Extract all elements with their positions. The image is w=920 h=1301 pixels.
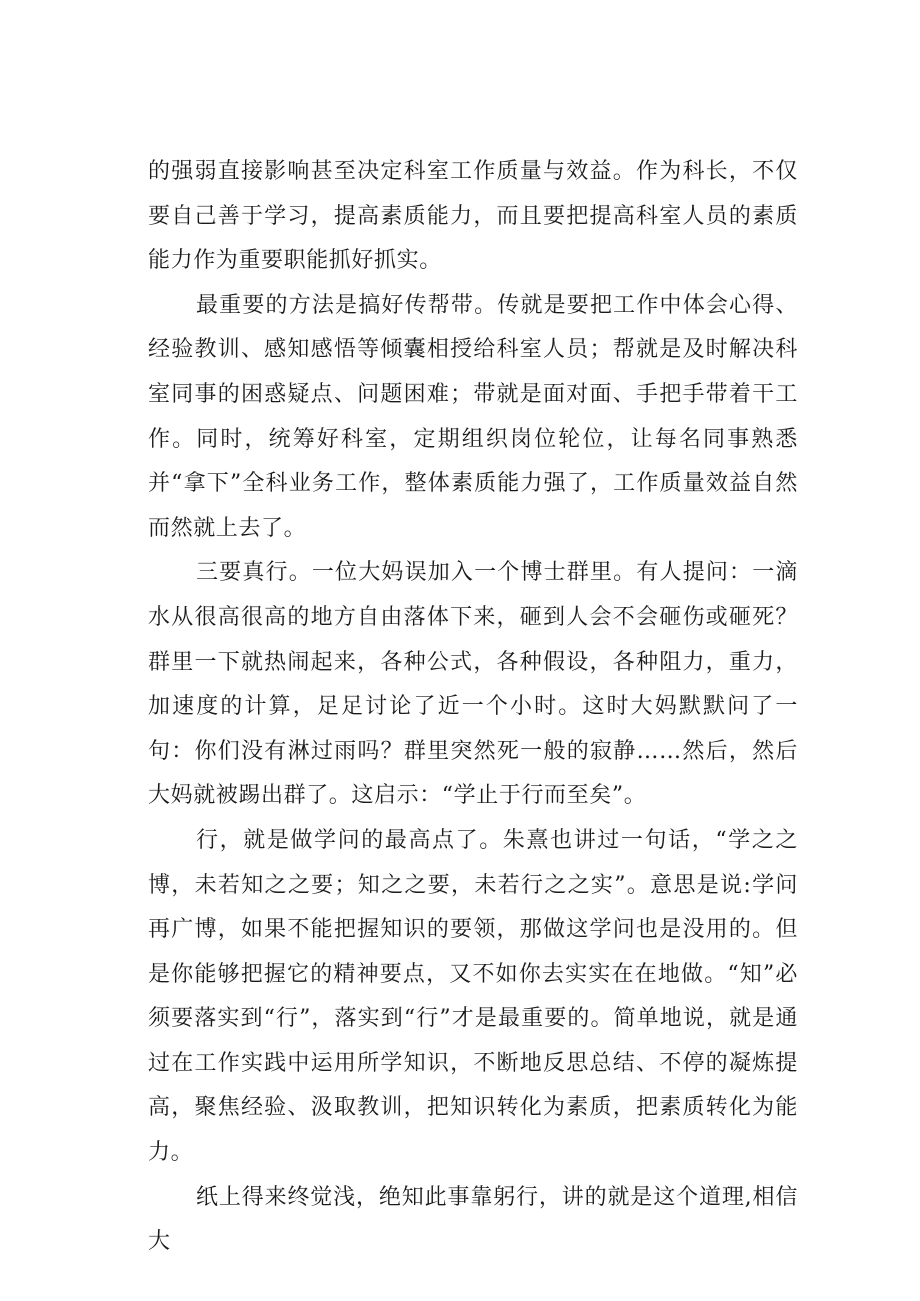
paragraph-3: 三要真行。一位大妈误加入一个博士群里。有人提问：一滴水从很高很高的地方自由落体下来，砸到人会不会砸伤或砸死？群里一下就热闹起来，各种公式，各种假设，各种阻力，重力，加速度的计算，足足讨论了近一个小时。这时大妈默默问了一句：你们没有淋过雨吗？群里突然死一般的寂静……然后，然后大妈就被踢出群了。这启示：“学止于行而至矣”。	[148, 560, 798, 809]
paragraph-4: 行，就是做学问的最高点了。朱熹也讲过一句话，“学之之博，未若知之之要；知之之要，未若行之之实”。意思是说:学问再广博，如果不能把握知识的要领，那做这学问也是没用的。但是你能够把握它的精神要点，又不如你去实实在在地做。“知”必须要落实到“行”，落实到“行”才是最重要的。简单地说，就是通过在工作实践中运用所学知识，不断地反思总结、不停的凝炼提高，聚焦经验、汲取教训，把知识转化为素质，把素质转化为能力。	[148, 827, 798, 1166]
paragraph-2: 最重要的方法是搞好传帮带。传就是要把工作中体会心得、经验教训、感知感悟等倾囊相授给科室人员；帮就是及时解决科室同事的困惑疑点、问题困难；带就是面对面、手把手带着干工作。同时，统筹好科室，定期组织岗位轮位，让每名同事熟悉并“拿下”全科业务工作，整体素质能力强了，工作质量效益自然而然就上去了。	[148, 292, 798, 541]
paragraph-1: 的强弱直接影响甚至决定科室工作质量与效益。作为科长，不仅要自己善于学习，提高素质能力，而且要把提高科室人员的素质能力作为重要职能抓好抓实。	[148, 159, 798, 274]
document-body	[148, 150, 798, 1265]
paragraph-5: 纸上得来终觉浅，绝知此事靠躬行，讲的就是这个道理,相信大	[148, 1184, 798, 1255]
